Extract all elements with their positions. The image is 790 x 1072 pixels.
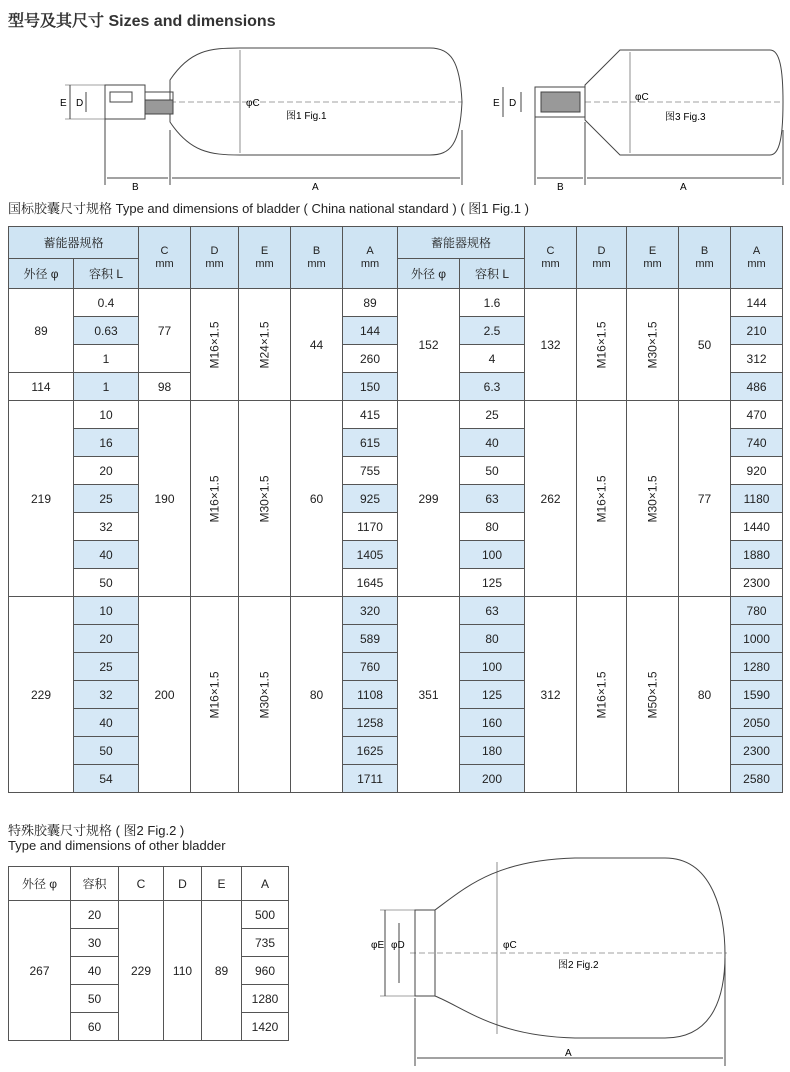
volume-cell: 20 [74,457,139,485]
c-cell: 77 [139,289,191,373]
od-cell: 351 [398,597,460,793]
fig1-dim-a: A [312,182,319,193]
volume-cell: 40 [74,541,139,569]
a-cell: 1440 [731,513,783,541]
volume-cell: 20 [71,901,119,929]
c-cell: 229 [119,901,164,1041]
other-bladder-table [8,866,289,1041]
header-cell: E [202,867,242,901]
volume-cell: 0.63 [74,317,139,345]
header-a: A mm [731,227,783,289]
table2-caption-en: Type and dimensions of other bladder [8,838,226,853]
e-cell: M50×1.5 [627,597,679,793]
a-cell: 740 [731,429,783,457]
fig1-drawing [50,40,470,195]
a-cell: 89 [343,289,398,317]
a-cell: 2050 [731,709,783,737]
od-cell: 152 [398,289,460,401]
d-cell: M16×1.5 [191,289,239,401]
header-cell: D [164,867,202,901]
volume-cell: 200 [460,765,525,793]
header-cell: A [242,867,289,901]
fig3-dim-e: E [493,98,500,109]
header-e: E mm [239,227,291,289]
c-cell: 312 [525,597,577,793]
a-cell: 312 [731,345,783,373]
a-cell: 920 [731,457,783,485]
a-cell: 1000 [731,625,783,653]
header-b: B mm [291,227,343,289]
fig3-dim-c: φC [635,92,649,103]
a-cell: 2300 [731,569,783,597]
a-cell: 615 [343,429,398,457]
volume-cell: 16 [74,429,139,457]
a-cell: 470 [731,401,783,429]
c-cell: 190 [139,401,191,597]
volume-cell: 63 [460,597,525,625]
volume-cell: 1 [74,345,139,373]
volume-cell: 30 [71,929,119,957]
fig1-label: 图1 Fig.1 [286,111,327,122]
fig3-drawing [485,40,785,190]
table1-caption: 国标胶囊尺寸规格 Type and dimensions of bladder ( China national standard ) ( 图1 Fig.1 ) [8,201,529,216]
a-cell: 1405 [343,541,398,569]
header-spec: 蓄能器规格 [398,227,525,259]
header-spec: 蓄能器规格 [9,227,139,259]
header-od: 外径 φ [9,259,74,289]
volume-cell: 63 [460,485,525,513]
b-cell: 80 [679,597,731,793]
fig2-dim-c: φC [503,940,517,951]
header-a: A mm [343,227,398,289]
a-cell: 415 [343,401,398,429]
header-d: D mm [577,227,627,289]
od-cell: 114 [9,373,74,401]
od-cell: 299 [398,401,460,597]
fig3-dim-b: B [557,182,564,190]
a-cell: 260 [343,345,398,373]
a-cell: 1258 [343,709,398,737]
a-cell: 760 [343,653,398,681]
volume-cell: 125 [460,681,525,709]
a-cell: 1880 [731,541,783,569]
header-cell: C [119,867,164,901]
b-cell: 77 [679,401,731,597]
volume-cell: 10 [74,401,139,429]
a-cell: 500 [242,901,289,929]
table2-caption-cn: 特殊胶囊尺寸规格 ( 图2 Fig.2 ) [8,823,185,838]
volume-cell: 6.3 [460,373,525,401]
volume-cell: 0.4 [74,289,139,317]
a-cell: 2300 [731,737,783,765]
volume-cell: 2.5 [460,317,525,345]
volume-cell: 100 [460,653,525,681]
volume-cell: 25 [74,653,139,681]
volume-cell: 80 [460,513,525,541]
fig2-dim-a: A [565,1048,572,1059]
volume-cell: 50 [74,569,139,597]
header-b: B mm [679,227,731,289]
volume-cell: 32 [74,513,139,541]
a-cell: 1645 [343,569,398,597]
d-cell: M16×1.5 [577,289,627,401]
volume-cell: 1.6 [460,289,525,317]
e-cell: M30×1.5 [627,401,679,597]
b-cell: 60 [291,401,343,597]
volume-cell: 40 [71,957,119,985]
c-cell: 200 [139,597,191,793]
volume-cell: 180 [460,737,525,765]
volume-cell: 160 [460,709,525,737]
a-cell: 1280 [242,985,289,1013]
fig1-dim-d: D [76,98,84,109]
header-od: 外径 φ [398,259,460,289]
a-cell: 1590 [731,681,783,709]
volume-cell: 50 [74,737,139,765]
a-cell: 1180 [731,485,783,513]
c-cell: 132 [525,289,577,401]
table-row [9,901,289,929]
volume-cell: 25 [74,485,139,513]
fig3-label: 图3 Fig.3 [665,112,706,123]
volume-cell: 40 [460,429,525,457]
volume-cell: 32 [74,681,139,709]
a-cell: 320 [343,597,398,625]
volume-cell: 54 [74,765,139,793]
header-vol: 容积 L [74,259,139,289]
header-c: C mm [139,227,191,289]
header-d: D mm [191,227,239,289]
header-vol: 容积 L [460,259,525,289]
fig2-dim-d: φD [391,940,405,951]
table-row [9,597,783,625]
e-cell: M30×1.5 [239,597,291,793]
a-cell: 735 [242,929,289,957]
page-title: 型号及其尺寸 Sizes and dimensions [8,13,276,30]
table-row [9,401,783,429]
volume-cell: 50 [71,985,119,1013]
header-e: E mm [627,227,679,289]
e-cell: M24×1.5 [239,289,291,401]
e-cell: M30×1.5 [627,289,679,401]
a-cell: 210 [731,317,783,345]
header-cell: 容积 [71,867,119,901]
bladder-spec-table [8,226,783,793]
d-cell: M16×1.5 [577,401,627,597]
a-cell: 780 [731,597,783,625]
d-cell: M16×1.5 [191,597,239,793]
volume-cell: 25 [460,401,525,429]
table-row [9,289,783,317]
a-cell: 1108 [343,681,398,709]
d-cell: 110 [164,901,202,1041]
fig3-dim-a: A [680,182,687,190]
a-cell: 150 [343,373,398,401]
fig1-dim-b: B [132,182,139,193]
a-cell: 144 [343,317,398,345]
c-cell: 98 [139,373,191,401]
a-cell: 1170 [343,513,398,541]
a-cell: 960 [242,957,289,985]
od-cell: 267 [9,901,71,1041]
header-c: C mm [525,227,577,289]
volume-cell: 1 [74,373,139,401]
a-cell: 589 [343,625,398,653]
fig2-label: 图2 Fig.2 [558,960,599,971]
b-cell: 80 [291,597,343,793]
od-cell: 219 [9,401,74,597]
c-cell: 262 [525,401,577,597]
a-cell: 755 [343,457,398,485]
e-cell: 89 [202,901,242,1041]
fig2-drawing [355,848,775,1066]
od-cell: 89 [9,289,74,373]
a-cell: 925 [343,485,398,513]
od-cell: 229 [9,597,74,793]
d-cell: M16×1.5 [191,401,239,597]
a-cell: 144 [731,289,783,317]
fig1-dim-e: E [60,98,67,109]
a-cell: 2580 [731,765,783,793]
b-cell: 50 [679,289,731,401]
a-cell: 1625 [343,737,398,765]
volume-cell: 40 [74,709,139,737]
b-cell: 44 [291,289,343,401]
volume-cell: 60 [71,1013,119,1041]
volume-cell: 4 [460,345,525,373]
a-cell: 1711 [343,765,398,793]
header-cell: 外径 φ [9,867,71,901]
volume-cell: 50 [460,457,525,485]
d-cell: M16×1.5 [577,597,627,793]
a-cell: 1420 [242,1013,289,1041]
volume-cell: 100 [460,541,525,569]
volume-cell: 10 [74,597,139,625]
volume-cell: 125 [460,569,525,597]
fig1-dim-c: φC [246,98,260,109]
a-cell: 1280 [731,653,783,681]
e-cell: M30×1.5 [239,401,291,597]
volume-cell: 80 [460,625,525,653]
volume-cell: 20 [74,625,139,653]
a-cell: 486 [731,373,783,401]
fig3-dim-d: D [509,98,517,109]
fig2-dim-e: φE [371,940,385,951]
